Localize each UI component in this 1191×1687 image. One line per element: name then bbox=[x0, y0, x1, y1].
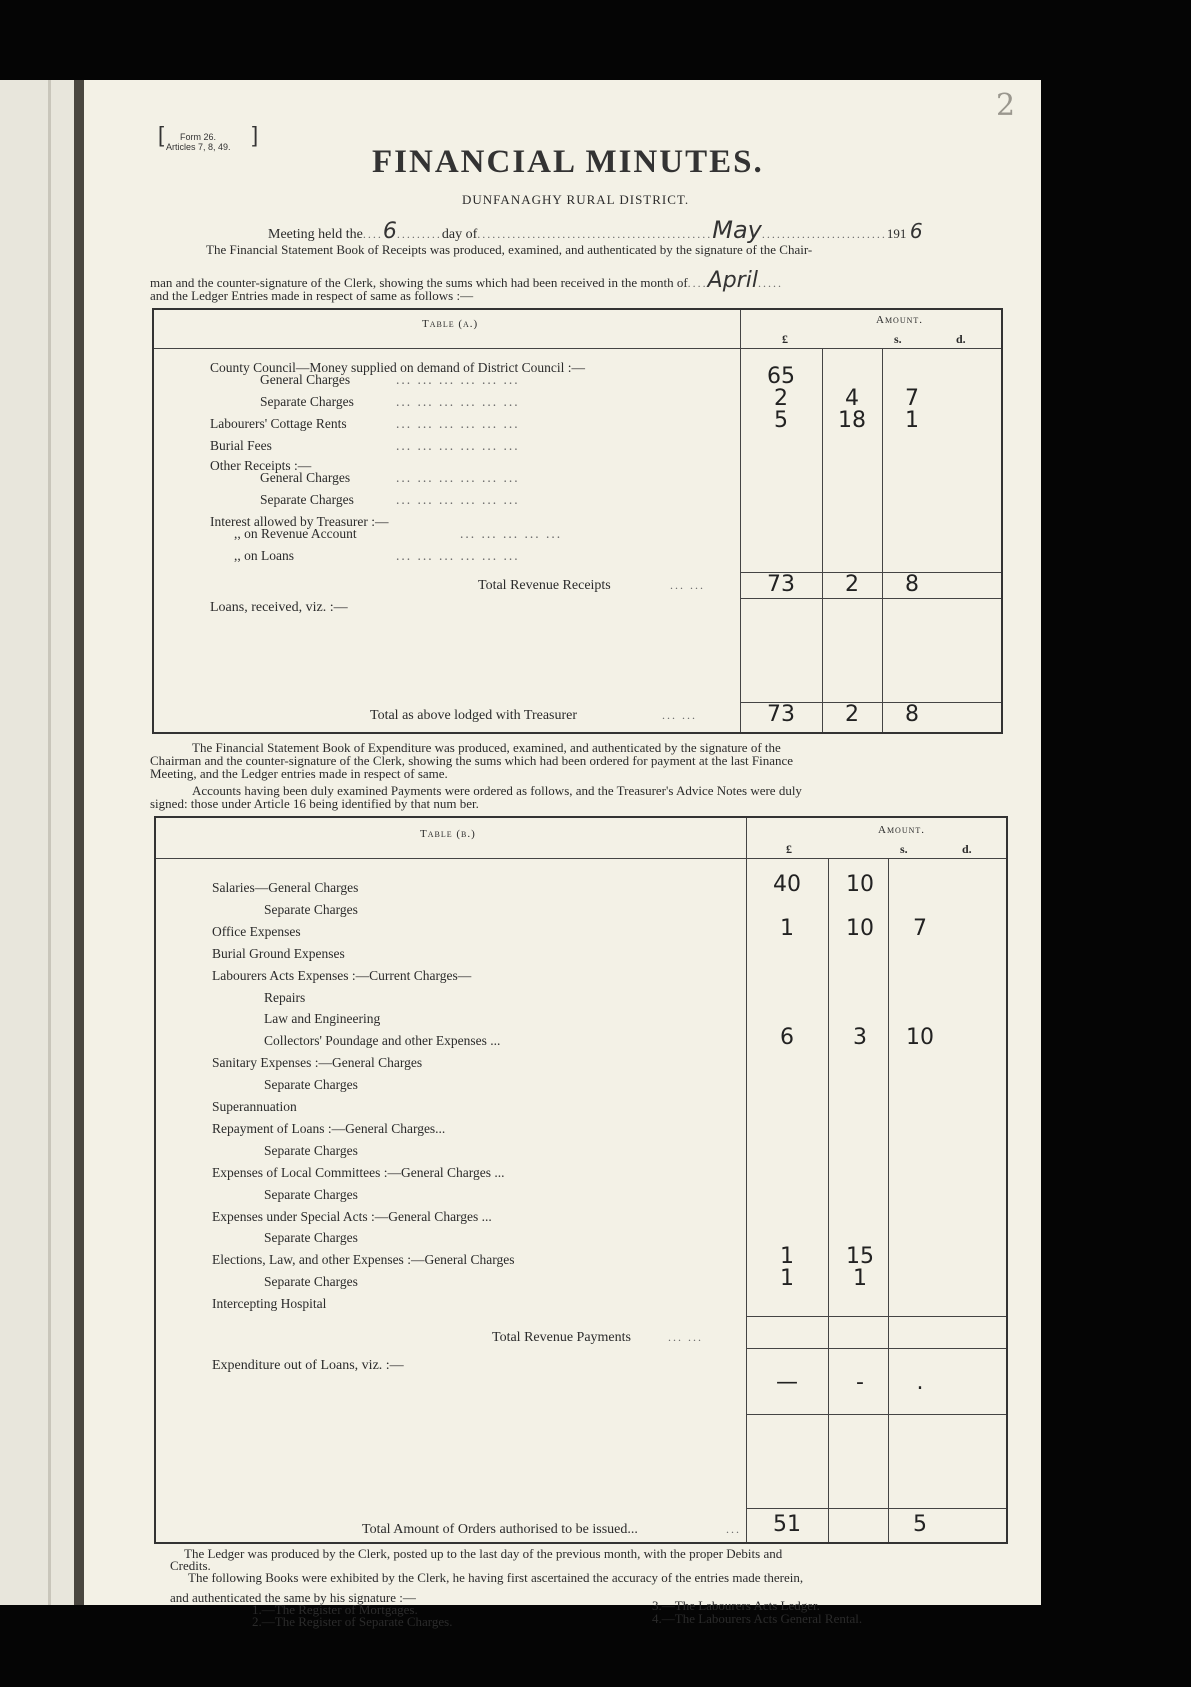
table-b-total-dots: ... ... bbox=[668, 1330, 703, 1344]
table-a-col-pounds: £ bbox=[782, 332, 788, 346]
table-a-row-leader: ... ... ... ... ... bbox=[460, 526, 563, 541]
table-b-row-label: Elections, Law, and other Expenses :—General Charges bbox=[212, 1252, 515, 1268]
table-b-row-label: Superannuation bbox=[212, 1099, 297, 1114]
table-b-row-label: Separate Charges bbox=[264, 1274, 358, 1290]
table-a-amount-l: 65 bbox=[767, 364, 795, 389]
table-b-row-label: Sanitary Expenses :—General Charges bbox=[212, 1055, 423, 1071]
table-b-amount-divider bbox=[746, 818, 747, 1542]
table-a-total-rule-bottom bbox=[740, 598, 1001, 599]
table-b-orders-pounds: 51 bbox=[773, 1512, 801, 1537]
table-b-loans-rule bbox=[746, 1414, 1006, 1415]
footer-book-2: 2.—The Register of Separate Charges. bbox=[252, 1614, 453, 1629]
table-b-amount-l: 1 bbox=[780, 1244, 794, 1270]
table-a-loans-label: Loans, received, viz. :— bbox=[210, 600, 348, 615]
meeting-month: May bbox=[712, 216, 762, 244]
table-b-row-label: Expenses under Special Acts :—General Charges ... bbox=[212, 1208, 492, 1224]
receipts-intro-line1: The Financial Statement Book of Receipts was produced, examined, and authenticated by the signature of the Chair- bbox=[206, 242, 813, 257]
table-b-row-label: Labourers Acts Expenses :—Current Charges— bbox=[212, 967, 472, 983]
footer-line1: The Ledger was produced by the Clerk, posted up to the last day of the previous month, with the proper Debits and bbox=[184, 1546, 783, 1561]
table-a-lodged-dots: ... ... bbox=[662, 708, 697, 722]
table-b-amount-d: 10 bbox=[906, 1025, 934, 1051]
form-reference: [ Form 26. Articles 7, 8, 49. ] bbox=[158, 122, 259, 152]
table-b bbox=[154, 816, 1008, 1544]
table-b-header-rule bbox=[156, 858, 1006, 859]
meeting-year-prefix: 191 bbox=[886, 226, 907, 241]
table-a-amount-d: 1 bbox=[905, 408, 919, 433]
table-b-row-label: Repayment of Loans :—General Charges... bbox=[212, 1120, 446, 1136]
table-a-lodged-pence: 8 bbox=[905, 702, 919, 727]
footer-line3: The following Books were exhibited by the Clerk, he having first ascertained the accuracy of the entries made therein, bbox=[188, 1570, 804, 1585]
table-b-amount-l: 40 bbox=[773, 872, 801, 897]
table-b-orders-pence: 5 bbox=[913, 1512, 927, 1537]
table-b-amount-l: 1 bbox=[780, 915, 794, 941]
receipts-intro-text: man and the counter-signature of the Clerk, showing the sums which had been received in the month of bbox=[150, 275, 688, 290]
table-a-row-leader: ... ... ... ... ... ... bbox=[396, 470, 520, 485]
receipts-intro-line2: man and the counter-signature of the Clerk, showing the sums which had been received in the month of....April..... bbox=[150, 268, 783, 293]
table-a-title: Table (a.) bbox=[422, 318, 479, 330]
expenditure-intro-line2: Chairman and the counter-signature of the Clerk, showing the sums which had been ordered for payment at the last Finance bbox=[150, 753, 794, 768]
page-number: 2 bbox=[996, 88, 1016, 123]
form-articles: Articles 7, 8, 49. bbox=[166, 142, 231, 152]
table-b-loans-shillings: - bbox=[856, 1370, 864, 1395]
table-b-row-label: Separate Charges bbox=[264, 1230, 358, 1246]
expenditure-intro-line3: Meeting, and the Ledger entries made in respect of same. bbox=[150, 766, 448, 781]
meeting-line: Meeting held the....6.........day of...............................................May.........................191 6 bbox=[268, 216, 923, 244]
table-a-total-revenue-label: Total Revenue Receipts bbox=[478, 578, 611, 593]
table-a-amount-l: 5 bbox=[774, 408, 788, 433]
table-a-row-label: ,, on Loans bbox=[234, 548, 294, 563]
receipts-intro-line3: and the Ledger Entries made in respect of same as follows :— bbox=[150, 288, 474, 303]
table-a-header-rule bbox=[154, 348, 1001, 349]
meeting-day-of: day of bbox=[441, 227, 478, 242]
table-b-loans-label: Expenditure out of Loans, viz. :— bbox=[212, 1358, 404, 1373]
table-b-amount-s: 1 bbox=[853, 1266, 867, 1292]
book-binding bbox=[0, 80, 84, 1605]
table-b-row-label: Repairs bbox=[264, 989, 306, 1005]
table-a-row-label: Interest allowed by Treasurer :— bbox=[210, 514, 389, 529]
table-a-total-pence: 8 bbox=[905, 572, 919, 597]
table-b-loans-pounds: — bbox=[776, 1370, 798, 1395]
page-title: FINANCIAL MINUTES. bbox=[372, 144, 764, 180]
district-name: DUNFANAGHY RURAL DISTRICT. bbox=[462, 192, 690, 207]
table-b-orders-dots: ... bbox=[726, 1522, 741, 1536]
table-b-row-label: Salaries—General Charges bbox=[212, 880, 359, 895]
meeting-prefix: Meeting held the bbox=[268, 227, 363, 242]
table-b-amount-s: 10 bbox=[846, 872, 874, 897]
table-a-total-shillings: 2 bbox=[845, 572, 859, 597]
table-b-shillings-divider bbox=[828, 858, 829, 1542]
table-a-lodged-pounds: 73 bbox=[767, 702, 795, 727]
receipts-month: April bbox=[707, 268, 758, 293]
table-a-row-label: Burial Fees bbox=[210, 438, 272, 453]
table-a-total-dots: ... ... bbox=[670, 578, 705, 592]
table-a-row-leader: ... ... ... ... ... ... bbox=[396, 394, 520, 409]
table-b-amount-s: 3 bbox=[853, 1025, 867, 1051]
table-b-orders-label: Total Amount of Orders authorised to be issued... bbox=[362, 1522, 638, 1537]
table-a-amount-s: 4 bbox=[845, 386, 859, 411]
table-b-row-label: Separate Charges bbox=[264, 1077, 358, 1093]
table-a-row-label: General Charges bbox=[260, 470, 351, 485]
table-a-row-label: Labourers' Cottage Rents bbox=[210, 416, 347, 431]
binding-fold bbox=[48, 80, 51, 1605]
expenditure-intro-line5: signed: those under Article 16 being identified by that num ber. bbox=[150, 796, 479, 811]
table-b-total-rule-top bbox=[746, 1316, 1006, 1317]
table-b-row-label: Collectors' Poundage and other Expenses ... bbox=[264, 1033, 501, 1049]
table-a-col-shillings: s. bbox=[894, 332, 902, 346]
table-b-title: Table (b.) bbox=[420, 828, 476, 840]
footer-book-3: 3.—The Labourers Acts Ledger. bbox=[652, 1598, 820, 1613]
table-b-row-label: Intercepting Hospital bbox=[212, 1296, 327, 1312]
table-a-amount-label: Amount. bbox=[876, 314, 924, 326]
table-a-row-label: Other Receipts :— bbox=[210, 458, 312, 473]
expenditure-intro-line1: The Financial Statement Book of Expenditure was produced, examined, and authenticated by the signature of the bbox=[192, 740, 781, 755]
table-a-amount-d: 7 bbox=[905, 386, 919, 411]
ledger-page bbox=[84, 80, 1041, 1629]
table-a-row-leader: ... ... ... ... ... ... bbox=[396, 372, 520, 387]
table-a-total-pounds: 73 bbox=[767, 572, 795, 597]
binding-edge bbox=[74, 80, 84, 1605]
footer-line2: Credits. bbox=[170, 1558, 211, 1573]
table-b-orders-rule bbox=[746, 1508, 1006, 1509]
meeting-day: 6 bbox=[382, 219, 397, 244]
table-b-col-pence: d. bbox=[962, 842, 972, 856]
table-a-row-label: General Charges bbox=[260, 372, 351, 387]
table-b-pence-divider bbox=[888, 858, 889, 1542]
footer-line4: and authenticated the same by his signature :— bbox=[170, 1590, 416, 1605]
table-b-amount-l: 1 bbox=[780, 1266, 794, 1292]
table-b-row-label: Separate Charges bbox=[264, 901, 358, 917]
table-a-amount-divider bbox=[740, 310, 741, 732]
table-a-row-leader: ... ... ... ... ... ... bbox=[396, 416, 520, 431]
table-a-amount-s: 18 bbox=[838, 408, 866, 433]
table-b-row-label: Law and Engineering bbox=[264, 1011, 381, 1027]
table-a bbox=[152, 308, 1003, 734]
expenditure-intro-line4: Accounts having been duly examined Payments were ordered as follows, and the Treasurer's Advice Notes were duly bbox=[192, 783, 802, 798]
table-a-shillings-divider bbox=[822, 348, 823, 732]
table-a-col-pence: d. bbox=[956, 332, 966, 346]
table-a-row-label: Separate Charges bbox=[260, 394, 354, 409]
table-b-amount-s: 15 bbox=[846, 1244, 874, 1270]
table-b-amount-l: 6 bbox=[780, 1025, 794, 1051]
table-a-row-leader: ... ... ... ... ... ... bbox=[396, 438, 520, 453]
footer-book-1: 1.—The Register of Mortgages. bbox=[252, 1602, 418, 1617]
table-b-row-label: Office Expenses bbox=[212, 923, 301, 939]
table-b-row-label: Burial Ground Expenses bbox=[212, 945, 345, 961]
table-a-row-label: County Council—Money supplied on demand of District Council :— bbox=[210, 360, 585, 375]
table-a-lodged-shillings: 2 bbox=[845, 702, 859, 727]
table-b-total-rule-bottom bbox=[746, 1348, 1006, 1349]
table-a-row-label: Separate Charges bbox=[260, 492, 354, 507]
table-a-row-leader: ... ... ... ... ... ... bbox=[396, 548, 520, 563]
form-number: Form 26. bbox=[180, 132, 217, 142]
table-a-lodged-label: Total as above lodged with Treasurer bbox=[370, 708, 578, 723]
footer-book-4: 4.—The Labourers Acts General Rental. bbox=[652, 1611, 863, 1626]
table-a-row-label: ,, on Revenue Account bbox=[234, 526, 357, 541]
table-b-loans-pence: . bbox=[916, 1370, 924, 1395]
table-b-row-label: Expenses of Local Committees :—General Charges ... bbox=[212, 1164, 505, 1180]
table-a-amount-l: 2 bbox=[774, 386, 788, 411]
table-b-total-revenue-label: Total Revenue Payments bbox=[492, 1330, 631, 1345]
table-a-pence-divider bbox=[882, 348, 883, 732]
table-b-col-pounds: £ bbox=[786, 842, 792, 856]
table-b-amount-d: 7 bbox=[913, 915, 927, 941]
meeting-year-suffix: 6 bbox=[909, 219, 923, 243]
table-b-amount-label: Amount. bbox=[878, 824, 926, 836]
table-b-row-label: Separate Charges bbox=[264, 1142, 358, 1158]
table-b-row-label: Separate Charges bbox=[264, 1186, 358, 1202]
table-b-col-shillings: s. bbox=[900, 842, 908, 856]
table-b-amount-s: 10 bbox=[846, 915, 874, 941]
table-a-row-leader: ... ... ... ... ... ... bbox=[396, 492, 520, 507]
